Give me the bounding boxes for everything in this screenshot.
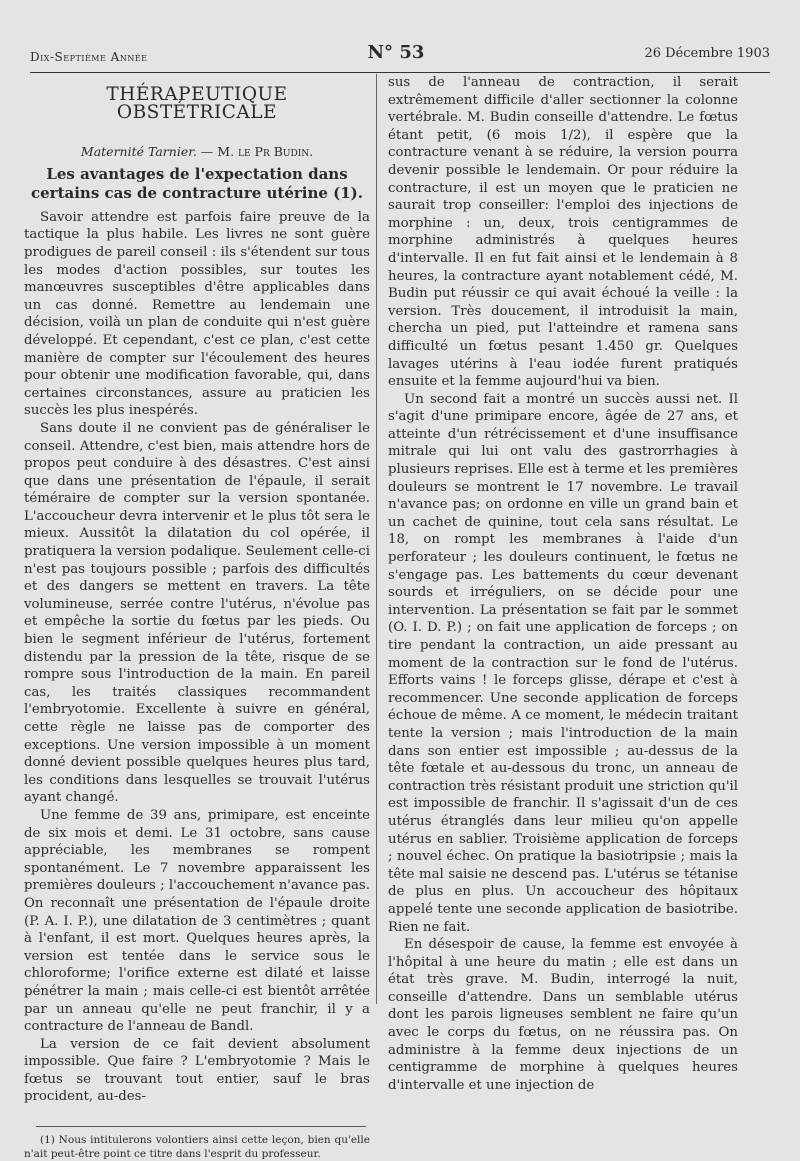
- paragraph: Savoir attendre est parfois faire preuve de la tactique la plus habile. Les livres ne sont guère prodigues de pareil conseil : ils s'étendent sur tous les modes d'action possibles, sur toutes les manœuvres susceptibles d'être applicables dans un cas donné. Remettre au lendemain une décision, voilà un plan de conduite qui n'est guère développé. Et cependant, c'est ce plan, c'est cette manière de compter sur l'écoulement des heures pour obtenir une modification favorable, qui, dans certaines circonstances, assure au praticien les succès les plus inespérés.: [24, 209, 370, 419]
- footnote-rule: [36, 1126, 366, 1127]
- paragraph: La version de ce fait devient absolument impossible. Que faire ? L'embryotomie ? Mais le fœtus se trouvant tout entier, sauf le bras procident, au-des-: [24, 1036, 370, 1105]
- paragraph: sus de l'anneau de contraction, il serait extrêmement difficile d'aller sectionner la colonne vertébrale. M. Budin conseille d'attendre. Le fœtus étant petit, (6 mois 1/2), il espère que la contracture venant à se réduire, la version pourra devenir possible le lendemain. Or pour réduire la contracture, il est un moyen que le praticien ne saurait trop conseiller: l'emploi des injections de morphine : un, deux, trois centigrammes de morphine administrés à quelques heures d'intervalle. Il en fut fait ainsi et le lendemain à 8 heures, la contracture ayant notablement cédé, M. Budin put réussir ce qui avait échoué la veille : la version. Très doucement, il introduisit la main, chercha un pied, put l'atteindre et ramena sans difficulté un fœtus pesant 1.450 gr. Quelques lavages utérins à l'eau iodée furent pratiqués ensuite et la femme aujourd'hui va bien.: [388, 75, 738, 390]
- left-column: [24, 80, 370, 1161]
- issue-date: 26 Décembre 1903: [644, 46, 770, 61]
- byline-place: Maternité Tarnier. —: [80, 144, 214, 160]
- paragraph: Un second fait a montré un succès aussi net. Il s'agit d'une primipare encore, âgée de 27 ans, et atteinte d'un rétrécissement et d'une insuffisance mitrale qui lui ont valu des gastrorrhagies à plusieurs reprises. Elle est à terme et les premières douleurs se montrent le 17 novembre. Le travail n'avance pas; on ordonne en ville un grand bain et un cachet de quinine, tout cela sans résultat. Le 18, on rompt les membranes à l'aide d'un perforateur ; les douleurs continuent, le fœtus ne s'engage pas. Les battements du cœur devenant sourds et irréguliers, on se décide pour une intervention. La présentation se fait par le sommet (O. I. D. P.) ; on fait une application de forceps ; on tire pendant la contraction, un aide pressant au moment de la contraction sur le fond de l'utérus. Efforts vains ! le forceps glisse, dérape et c'est à recommencer. Une seconde application de forceps échoue de même. A ce moment, le médecin traitant tente la version ; mais l'introduction de la main dans son entier est impossible ; au-dessus de la tête fœtale et au-dessous du tronc, un anneau de contraction très résistant produit une striction qu'il est impossible de franchir. Il s'agissait d'un de ces utérus étranglés dans leur milieu qu'on appelle utérus en sablier. Troisième application de forceps ; nouvel échec. On pratique la basiotripsie ; mais la tête mal saisie ne descend pas. L'utérus se tétanise de plus en plus. Un accoucheur des hôpitaux appelé tente une seconde application de basiotribe. Rien ne fait.: [388, 391, 738, 935]
- column-divider: [376, 74, 377, 1004]
- volume-label: Dix-Septième Année: [30, 50, 148, 64]
- byline-author: M. le Pr Budin.: [217, 144, 314, 160]
- article-headline: Les avantages de l'expectation dans certains cas de contracture utérine (1).: [30, 164, 363, 202]
- byline: [24, 143, 370, 161]
- paragraph: Sans doute il ne convient pas de généraliser le conseil. Attendre, c'est bien, mais attendre hors de propos peut conduire à des désastres. C'est ainsi que dans une présentation de l'épaule, il serait téméraire de compter sur la version spontanée. L'accoucheur devra intervenir et le plus tôt sera le mieux. Aussitôt la dilatation du col opérée, il pratiquera la version podalique. Seulement celle-ci n'est pas toujours possible ; parfois des difficultés et des dangers se mettent en travers. La tête volumineuse, serrée contre l'utérus, n'évolue pas et empêche la sortie du fœtus par les pieds. Ou bien le segment inférieur de l'utérus, fortement distendu par la pression de la tête, risque de se rompre sous l'introduction de la main. En pareil cas, les traités classiques recommandent l'embryotomie. Excellente à suivre en général, cette règle ne laisse pas de comporter des exceptions. Une version impossible à un moment donné devient possible quelques heures plus tard, les conditions dans lesquelles se trouvait l'utérus ayant changé.: [24, 420, 370, 806]
- issue-number: N° 53: [367, 42, 425, 63]
- paragraph: En désespoir de cause, la femme est envoyée à l'hôpital à une heure du matin ; elle est dans un état très grave. M. Budin, interrogé la nuit, conseille d'attendre. Dans un semblable utérus dont les parois ligneuses semblent ne faire qu'un avec le corps du fœtus, on ne réussira pas. On administre à la femme deux injections de un centigramme de morphine à quelques heures d'intervalle et une injection de: [388, 937, 738, 1093]
- section-title: THÉRAPEUTIQUE OBSTÉTRICALE: [106, 84, 288, 123]
- running-header: [30, 40, 770, 73]
- footnote: (1) Nous intitulerons volontiers ainsi cette leçon, bien qu'elle n'ait peut-être point ce titre dans l'esprit du professeur.: [24, 1134, 370, 1161]
- paragraph: Une femme de 39 ans, primipare, est enceinte de six mois et demi. Le 31 octobre, sans cause appréciable, les membranes se rompent spontanément. Le 7 novembre apparaissent les premières douleurs ; l'accouchement n'avance pas. On reconnaît une présentation de l'épaule droite (P. A. I. P.), une dilatation de 3 centimètres ; quant à l'enfant, il est mort. Quelques heures après, la version est tentée dans le service sous le chloroforme; l'orifice externe est dilaté et laisse pénétrer la main ; mais celle-ci est bientôt arrêtée par un anneau qu'elle ne peut franchir, il y a contracture de l'anneau de Bandl.: [24, 807, 370, 1035]
- right-column: [388, 74, 738, 1094]
